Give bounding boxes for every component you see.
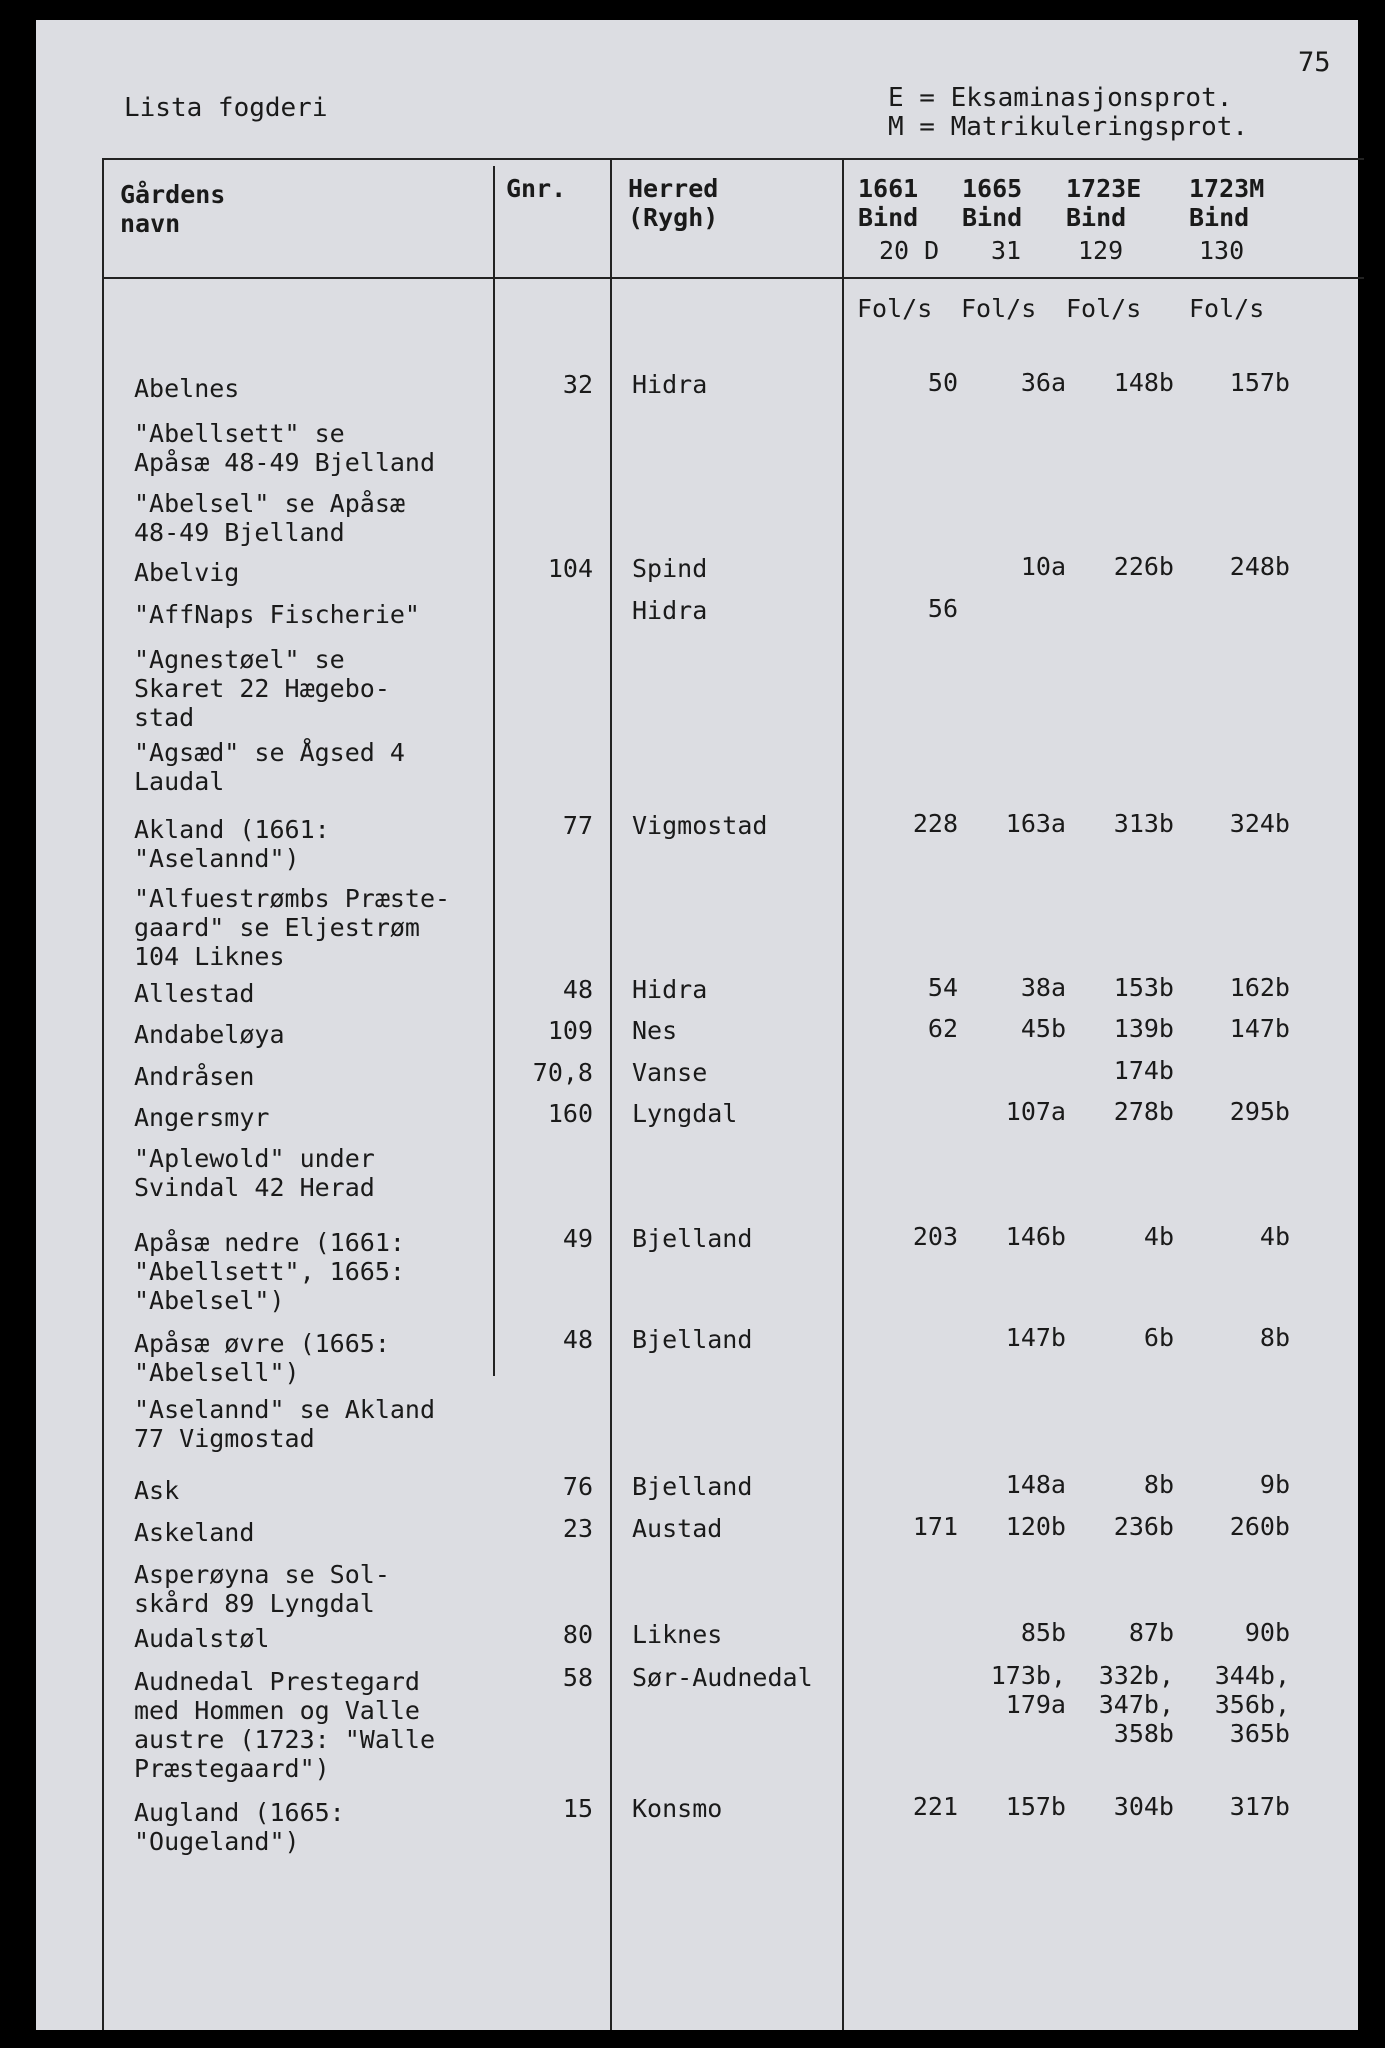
fol-1723e-cell: [1066, 1618, 1174, 1647]
fol-1723m-cell-line: 8b: [1259, 1323, 1290, 1352]
fol-1665-cell: [958, 1661, 1066, 1719]
fol-1723e-cell-line: 358b: [1113, 1719, 1174, 1748]
fol-1723e-cell-line: 347b,: [1098, 1690, 1174, 1719]
fol-1723e-cell: [1066, 1097, 1174, 1126]
gnr-cell-line: 80: [562, 1620, 593, 1649]
years-left-rule: [842, 160, 844, 2030]
gnr-cell: [494, 1224, 593, 1253]
herred-cell-line: Hidra: [632, 975, 708, 1004]
fol-1665-cell: [958, 1618, 1066, 1647]
herred-cell-line: Lyngdal: [632, 1099, 738, 1128]
farm-name-cell-line: "Abelsell"): [134, 1358, 300, 1387]
herred-cell-line: Bjelland: [632, 1472, 753, 1501]
fol-1665-cell-line: 148a: [1005, 1470, 1066, 1499]
herred-cell-line: Bjelland: [632, 1325, 753, 1354]
fol-1723m-cell-line: 365b: [1229, 1719, 1290, 1748]
fol-1723m-cell: [1174, 1222, 1290, 1251]
fol-1665-cell: [958, 1014, 1066, 1043]
fol-1723m-cell: [1174, 1097, 1290, 1126]
fol-1723e-cell-line: 174b: [1113, 1056, 1174, 1085]
fol-1665-cell-line: 146b: [1005, 1222, 1066, 1251]
farm-name-cell: [134, 1228, 494, 1315]
gnr-cell-line: 104: [547, 554, 593, 583]
gnr-cell: [494, 811, 593, 840]
herred-cell: [632, 554, 842, 583]
fol-1723m-cell: [1174, 1470, 1290, 1499]
fol-1665-cell-line: 120b: [1005, 1512, 1066, 1541]
fol-1723m-cell: [1174, 552, 1290, 581]
fol-1665-cell-line: 163a: [1005, 809, 1066, 838]
gnr-cell-line: 49: [562, 1224, 593, 1253]
fol-1661-cell-line: 171: [912, 1512, 958, 1541]
farm-name-cell-line: Apåsæ nedre (1661:: [134, 1228, 405, 1257]
farm-name-cell-line: skård 89 Lyngdal: [134, 1589, 375, 1618]
farm-name-cell-line: Andråsen: [134, 1062, 255, 1091]
fol-1661-cell: [844, 973, 958, 1002]
gnr-cell: [494, 1472, 593, 1501]
farm-name-cell-line: 77 Vigmostad: [134, 1424, 315, 1453]
herred-cell-line: Hidra: [632, 370, 708, 399]
herred-cell-line: Vanse: [632, 1058, 708, 1087]
fol-1661-cell-line: 203: [912, 1222, 958, 1251]
table-top-rule: [102, 158, 1364, 160]
herred-cell: [632, 1663, 842, 1692]
farm-name-cell-line: "Aselannd" se Akland: [134, 1395, 436, 1424]
fol-1661-cell-line: 62: [927, 1014, 958, 1043]
farm-name-cell-line: med Hommen og Valle: [134, 1696, 420, 1725]
fol-1723m-cell: [1174, 809, 1290, 838]
gnr-cell-line: 109: [547, 1016, 593, 1045]
herred-cell-line: Konsmo: [632, 1794, 723, 1823]
fol-1723e-cell-line: 332b,: [1098, 1661, 1174, 1690]
farm-name-cell-line: "Abelsel"): [134, 1286, 285, 1315]
fol-1723e-cell: [1066, 1323, 1174, 1352]
fol-1723e-cell-line: 6b: [1143, 1323, 1174, 1352]
fol-1661-cell-line: 54: [927, 973, 958, 1002]
fol-1723m-cell-line: 157b: [1229, 368, 1290, 397]
herred-left-rule: [610, 160, 612, 2030]
fol-1723e-cell: [1066, 1014, 1174, 1043]
herred-cell: [632, 1224, 842, 1253]
farm-name-cell-line: Augland (1665:: [134, 1798, 345, 1827]
fol-1665-cell: [958, 973, 1066, 1002]
fol-1723m-cell-line: 147b: [1229, 1014, 1290, 1043]
page-number: 75: [1298, 47, 1331, 78]
herred-cell-line: Bjelland: [632, 1224, 753, 1253]
farm-name-cell-line: "Alfuestrømbs Præste-: [134, 884, 451, 913]
farm-name-cell-line: Andabeløya: [134, 1020, 285, 1049]
fol-1665-cell-line: 147b: [1005, 1323, 1066, 1352]
farm-name-cell-line: Asperøyna se Sol-: [134, 1560, 390, 1589]
farm-name-cell-line: Askeland: [134, 1518, 255, 1547]
farm-name-cell: [134, 815, 494, 873]
gnr-cell: [494, 1016, 593, 1045]
farm-name-cell-line: 104 Liknes: [134, 942, 285, 971]
herred-cell-line: Austad: [632, 1514, 723, 1543]
herred-cell-line: Liknes: [632, 1620, 723, 1649]
herred-cell-line: Nes: [632, 1016, 678, 1045]
gnr-cell-line: 48: [562, 1325, 593, 1354]
farm-name-cell-line: "Agnestøel" se: [134, 645, 345, 674]
fol-1723e-cell-line: 236b: [1113, 1512, 1174, 1541]
farm-name-cell-line: "Aplewold" under: [134, 1144, 375, 1173]
farm-name-cell-line: "Abellsett" se: [134, 419, 345, 448]
fol-1723m-cell: [1174, 1792, 1290, 1821]
fol-1723m-cell: [1174, 1512, 1290, 1541]
fol-1661-cell-line: 221: [912, 1792, 958, 1821]
fol-1665-cell-line: 179a: [1005, 1690, 1066, 1719]
farm-name-cell: [134, 979, 494, 1008]
gnr-cell-line: 70,8: [532, 1058, 593, 1087]
fol-1723e-cell: [1066, 973, 1174, 1002]
fol-1723m-cell-line: 248b: [1229, 552, 1290, 581]
fol-1723m-cell-line: 356b,: [1214, 1690, 1290, 1719]
farm-name-cell-line: gaard" se Eljestrøm: [134, 913, 420, 942]
fol-1723m-cell-line: 162b: [1229, 973, 1290, 1002]
gnr-cell: [494, 1794, 593, 1823]
table-left-rule: [102, 158, 104, 2030]
farm-name-cell-line: Præstegaard"): [134, 1754, 330, 1783]
fol-header-1661: Fol/s: [857, 294, 933, 323]
fol-1661-cell: [844, 368, 958, 397]
farm-name-cell-line: Laudal: [134, 767, 225, 796]
farm-name-cell-line: "Abelsel" se Apåsæ: [134, 489, 405, 518]
fol-1665-cell-line: 36a: [1020, 368, 1066, 397]
farm-name-cell: [134, 645, 494, 732]
herred-cell: [632, 1472, 842, 1501]
fol-header-1723m: Fol/s: [1189, 294, 1265, 323]
herred-cell: [632, 1325, 842, 1354]
herred-cell: [632, 1058, 842, 1087]
fol-1723m-cell: [1174, 368, 1290, 397]
legend-e: E = Eksaminasjonsprot.: [888, 83, 1233, 113]
fol-1661-cell: [844, 1222, 958, 1251]
fol-1665-cell: [958, 368, 1066, 397]
gnr-cell-line: 15: [562, 1794, 593, 1823]
fol-1723m-cell: [1174, 1618, 1290, 1647]
fol-1723e-cell: [1066, 552, 1174, 581]
fol-1723e-cell: [1066, 1056, 1174, 1085]
herred-cell-line: Spind: [632, 554, 708, 583]
document-page: 75 Lista fogderi E = Eksaminasjonsprot. M = Matrikuleringsprot. Gårdens navn Gnr. Herred (Rygh) 1661 Bind 20 D 1665 Bind 31 1723E Bind 129 1723M Bind 130 Fol/s Fol/s Fol/s Fol/s Abelnes 32 Hidra 50 36a 148b 157b "Abellsett" se Apåsæ 48-49 Bjelland "Abelsel" se Apåsæ 48-49 Bjelland Abelvig 104 Spind 10a 226b 248b "AffNaps Fischerie" Hidra 56 "Agnestøel" se Skaret 22 Hægebo- stad "Agsæd" se Ågsed 4 Laudal Akland (1661: "Aselannd") 77 Vigmostad 228 163a 313b 324b "Alfuestrømbs Præste- gaard" se Eljestrøm 104 Liknes Allestad 48 Hidra 54 38a 153b 162b Andabeløya 109 Nes 62 45b 139b 147b Andråsen 70,8 Vanse 174b Angersmyr 160 Lyngdal 107a 278b 295b "Aplewold" under Svindal 42 Herad Apåsæ nedre (1661: "Abellsett", 1665: "Abelsel") 49 Bjelland 203 146b 4b 4b Apåsæ øvre (1665: "Abelsell") 48 Bjelland 147b 6b 8b "Aselannd" se Akland 77 Vigmostad Ask 76 Bjelland 148a 8b 9b Askeland 23 Austad 171 120b 236b 260b Asperøyna se Sol- skård 89 Lyngdal Audalstøl 80 Liknes 85b 87b 90b Audnedal Prestegard med Hommen og Valle austre (1723: "Walle Præstegaard") 58 Sør-Audnedal 173b, 179a 332b, 347b, 358b 344b, 356b, 365b Augland (1665: "Ougeland") 15 Konsmo 221 157b 304b 317b: [36, 20, 1358, 2030]
farm-name-cell-line: "Agsæd" se Ågsed 4: [134, 738, 405, 767]
farm-name-cell-line: Ask: [134, 1476, 180, 1505]
fol-1665-cell-line: 45b: [1020, 1014, 1066, 1043]
farm-name-cell: [134, 1667, 494, 1783]
farm-name-cell: [134, 1624, 494, 1653]
fol-1661-cell-line: 56: [927, 594, 958, 623]
herred-cell: [632, 811, 842, 840]
farm-name-cell: [134, 1560, 494, 1618]
farm-name-cell-line: Angersmyr: [134, 1103, 270, 1132]
farm-name-cell-line: Allestad: [134, 979, 255, 1008]
fol-1665-cell: [958, 1792, 1066, 1821]
farm-name-cell: [134, 419, 494, 477]
farm-name-cell: [134, 1518, 494, 1547]
fol-header-1665: Fol/s: [961, 294, 1037, 323]
herred-cell: [632, 596, 842, 625]
fol-1723m-cell-line: 4b: [1259, 1222, 1290, 1251]
gnr-cell: [494, 1325, 593, 1354]
fol-1723e-cell-line: 139b: [1113, 1014, 1174, 1043]
fol-1723m-cell-line: 90b: [1244, 1618, 1290, 1647]
fol-1661-cell: [844, 1792, 958, 1821]
gnr-cell: [494, 1514, 593, 1543]
farm-name-cell-line: austre (1723: "Walle: [134, 1725, 436, 1754]
herred-cell: [632, 370, 842, 399]
fol-1665-cell: [958, 809, 1066, 838]
farm-name-cell-line: Abelvig: [134, 558, 240, 587]
fol-1723e-cell-line: 304b: [1113, 1792, 1174, 1821]
farm-name-cell-line: Abelnes: [134, 374, 240, 403]
fol-1723e-cell: [1066, 1792, 1174, 1821]
herred-cell: [632, 1620, 842, 1649]
herred-cell-line: Hidra: [632, 596, 708, 625]
farm-name-cell: [134, 1062, 494, 1091]
farm-name-cell-line: "AffNaps Fischerie": [134, 600, 420, 629]
fol-1665-cell: [958, 1097, 1066, 1126]
gnr-cell-line: 77: [562, 811, 593, 840]
fol-1723m-cell-line: 344b,: [1214, 1661, 1290, 1690]
gnr-cell-line: 23: [562, 1514, 593, 1543]
fol-1723m-cell-line: 260b: [1229, 1512, 1290, 1541]
fol-1723e-cell-line: 153b: [1113, 973, 1174, 1002]
farm-name-cell-line: Skaret 22 Hægebo-: [134, 674, 390, 703]
farm-name-cell: [134, 374, 494, 403]
fol-1723e-cell-line: 278b: [1113, 1097, 1174, 1126]
gnr-cell-line: 58: [562, 1663, 593, 1692]
fol-1723m-cell: [1174, 1014, 1290, 1043]
fol-1723m-cell: [1174, 973, 1290, 1002]
herred-cell: [632, 1514, 842, 1543]
farm-name-cell-line: "Aselannd"): [134, 844, 300, 873]
fol-1665-cell: [958, 1470, 1066, 1499]
fol-1723m-cell-line: 324b: [1229, 809, 1290, 838]
farm-name-cell: [134, 600, 494, 629]
legend-m: M = Matrikuleringsprot.: [888, 112, 1249, 142]
fol-1665-cell-line: 10a: [1020, 552, 1066, 581]
fol-1723m-cell-line: 317b: [1229, 1792, 1290, 1821]
fol-1723e-cell: [1066, 1222, 1174, 1251]
fol-1723e-cell: [1066, 1512, 1174, 1541]
fol-1665-cell-line: 173b,: [990, 1661, 1066, 1690]
fol-1723e-cell-line: 87b: [1128, 1618, 1174, 1647]
farm-name-cell: [134, 1798, 494, 1856]
fol-1661-cell-line: 228: [912, 809, 958, 838]
herred-cell-line: Sør-Audnedal: [632, 1663, 813, 1692]
farm-name-cell-line: Audalstøl: [134, 1624, 270, 1653]
fol-1665-cell-line: 107a: [1005, 1097, 1066, 1126]
fol-1723m-cell: [1174, 1661, 1290, 1748]
farm-name-cell: [134, 1476, 494, 1505]
farm-name-cell-line: Akland (1661:: [134, 815, 330, 844]
gnr-cell-line: 76: [562, 1472, 593, 1501]
fol-1723e-cell: [1066, 809, 1174, 838]
farm-name-cell-line: 48-49 Bjelland: [134, 518, 345, 547]
gnr-cell: [494, 1099, 593, 1128]
farm-name-cell: [134, 489, 494, 547]
farm-name-cell-line: Apåsæ øvre (1665:: [134, 1329, 390, 1358]
herred-cell-line: Vigmostad: [632, 811, 768, 840]
fol-1723e-cell-line: 313b: [1113, 809, 1174, 838]
herred-cell: [632, 975, 842, 1004]
fol-1661-cell: [844, 594, 958, 623]
farm-name-cell-line: Audnedal Prestegard: [134, 1667, 420, 1696]
fol-1665-cell-line: 85b: [1020, 1618, 1066, 1647]
fol-1723m-cell-line: 295b: [1229, 1097, 1290, 1126]
farm-name-cell: [134, 1144, 494, 1202]
gnr-cell: [494, 554, 593, 583]
herred-cell: [632, 1794, 842, 1823]
gnr-cell-line: 48: [562, 975, 593, 1004]
column-header-gnr: Gnr.: [506, 174, 567, 203]
fol-1665-cell: [958, 1222, 1066, 1251]
fol-1723e-cell: [1066, 1470, 1174, 1499]
header-bottom-rule: [102, 277, 1364, 279]
fol-1661-cell: [844, 1512, 958, 1541]
farm-name-cell: [134, 558, 494, 587]
herred-cell: [632, 1099, 842, 1128]
fol-1723m-cell-line: 9b: [1259, 1470, 1290, 1499]
gnr-cell-line: 32: [562, 370, 593, 399]
fol-1665-cell: [958, 552, 1066, 581]
fol-1665-cell: [958, 1512, 1066, 1541]
farm-name-cell-line: stad: [134, 703, 195, 732]
farm-name-cell: [134, 1395, 494, 1453]
farm-name-cell: [134, 738, 494, 796]
gnr-cell: [494, 1663, 593, 1692]
fol-1723e-cell-line: 148b: [1113, 368, 1174, 397]
fol-1723e-cell-line: 4b: [1143, 1222, 1174, 1251]
farm-name-cell-line: "Abellsett", 1665:: [134, 1257, 405, 1286]
gnr-cell-line: 160: [547, 1099, 593, 1128]
herred-cell: [632, 1016, 842, 1045]
gnr-cell: [494, 975, 593, 1004]
fol-1723e-cell: [1066, 1661, 1174, 1748]
fol-1723e-cell: [1066, 368, 1174, 397]
fol-1723m-cell: [1174, 1323, 1290, 1352]
fol-1723e-cell-line: 226b: [1113, 552, 1174, 581]
gnr-cell: [494, 1620, 593, 1649]
fol-1661-cell: [844, 809, 958, 838]
farm-name-cell-line: Svindal 42 Herad: [134, 1173, 375, 1202]
gnr-cell: [494, 370, 593, 399]
fol-1665-cell-line: 38a: [1020, 973, 1066, 1002]
fol-1661-cell: [844, 1014, 958, 1043]
fol-1665-cell-line: 157b: [1005, 1792, 1066, 1821]
fol-1665-cell: [958, 1323, 1066, 1352]
farm-name-cell-line: "Ougeland"): [134, 1827, 300, 1856]
farm-name-cell-line: Apåsæ 48-49 Bjelland: [134, 448, 436, 477]
fol-header-1723e: Fol/s: [1066, 294, 1142, 323]
fol-1661-cell-line: 50: [927, 368, 958, 397]
farm-name-cell: [134, 1329, 494, 1387]
farm-name-cell: [134, 884, 494, 971]
district-title: Lista fogderi: [124, 93, 328, 123]
fol-1723e-cell-line: 8b: [1143, 1470, 1174, 1499]
farm-name-cell: [134, 1020, 494, 1049]
farm-name-cell: [134, 1103, 494, 1132]
gnr-cell: [494, 1058, 593, 1087]
